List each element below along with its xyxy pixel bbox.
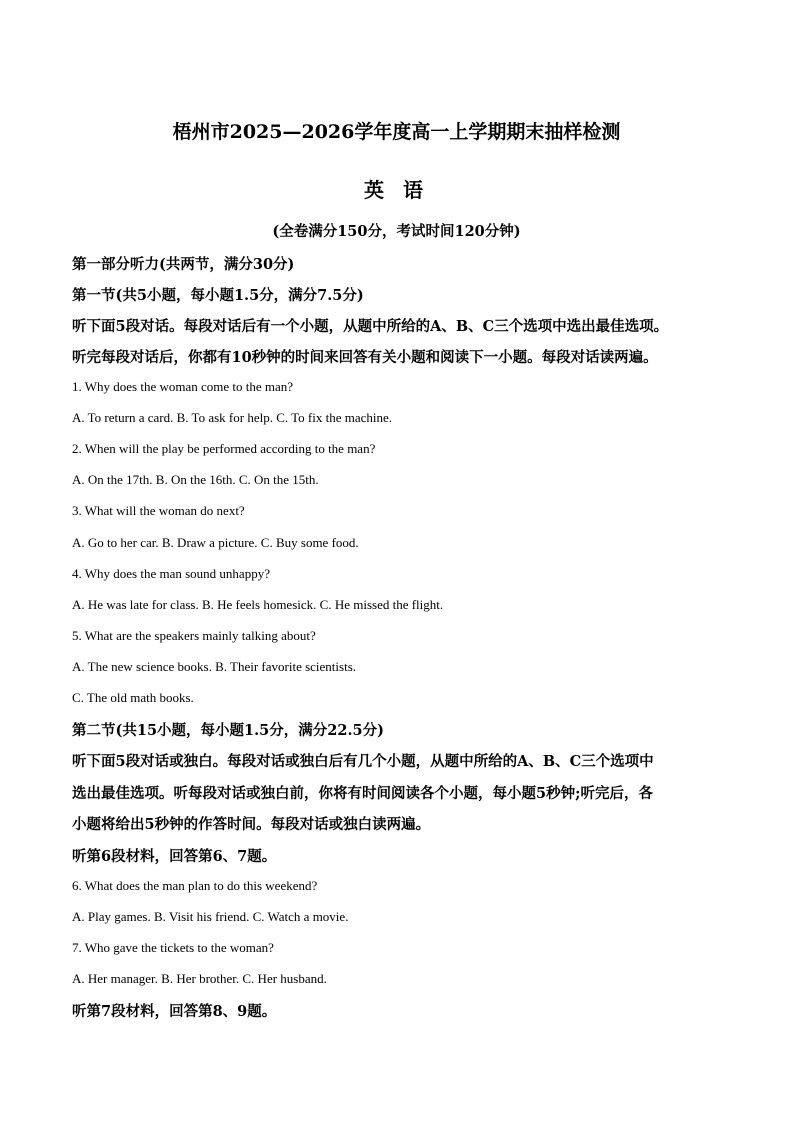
section1-instruction-line: 听下面5段对话。每段对话后有一个小题，从题中所给的A、B、C三个选项中选出最佳选项。 [72, 318, 669, 335]
section2-instruction-line: 听下面5段对话或独白。每段对话或独白后有几个小题，从题中所给的A、B、C三个选项中 [72, 753, 654, 770]
material6-heading: 听第6段材料，回答第6、7题。 [72, 848, 277, 865]
material7-heading: 听第7段材料，回答第8、9题。 [72, 1003, 277, 1020]
section1-instruction-line: 听完每段对话后，你都有10秒钟的时间来回答有关小题和阅读下一小题。每段对话读两遍。 [72, 349, 658, 366]
question-item: 1. Why does the woman come to the man? [72, 379, 294, 394]
section2-heading: 第二节(共15小题，每小题1.5分，满分22.5分) [72, 722, 384, 739]
answer-options: A. Play games. B. Visit his friend. C. Watch a movie. [72, 909, 349, 924]
section2-instruction-line: 选出最佳选项。听每段对话或独白前，你将有时间阅读各个小题，每小题5秒钟;听完后，各 [72, 785, 653, 802]
answer-options: A. To return a card. B. To ask for help. C. To fix the machine. [72, 410, 393, 425]
answer-options: A. Go to her car. B. Draw a picture. C. Buy some food. [72, 535, 359, 550]
answer-options: A. Her manager. B. Her brother. C. Her husband. [72, 971, 327, 986]
answer-options: A. The new science books. B. Their favorite scientists. [72, 659, 357, 674]
question-item: 2. When will the play be performed according to the man? [72, 441, 376, 456]
exam-note: (全卷满分150分，考试时间120分钟) [272, 223, 521, 240]
question-item: 6. What does the man plan to do this weekend? [72, 878, 318, 893]
question-item: 5. What are the speakers mainly talking about? [72, 628, 316, 643]
answer-options: A. On the 17th. B. On the 16th. C. On the 15th. [72, 472, 319, 487]
part1-heading: 第一部分听力(共两节，满分30分) [72, 256, 295, 273]
section2-instruction-line: 小题将给出5秒钟的作答时间。每段对话或独白读两遍。 [72, 816, 431, 833]
question-item: 7. Who gave the tickets to the woman? [72, 940, 274, 955]
exam-title: 梧州市2025—2026学年度高一上学期期末抽样检测 [172, 121, 621, 143]
answer-options: A. He was late for class. B. He feels homesick. C. He missed the flight. [72, 597, 444, 612]
answer-options: C. The old math books. [72, 690, 194, 705]
question-item: 4. Why does the man sound unhappy? [72, 566, 270, 581]
section1-heading: 第一节(共5小题，每小题1.5分，满分7.5分) [72, 287, 364, 304]
subject-title: 英 语 [364, 178, 429, 202]
question-item: 3. What will the woman do next? [72, 503, 245, 518]
